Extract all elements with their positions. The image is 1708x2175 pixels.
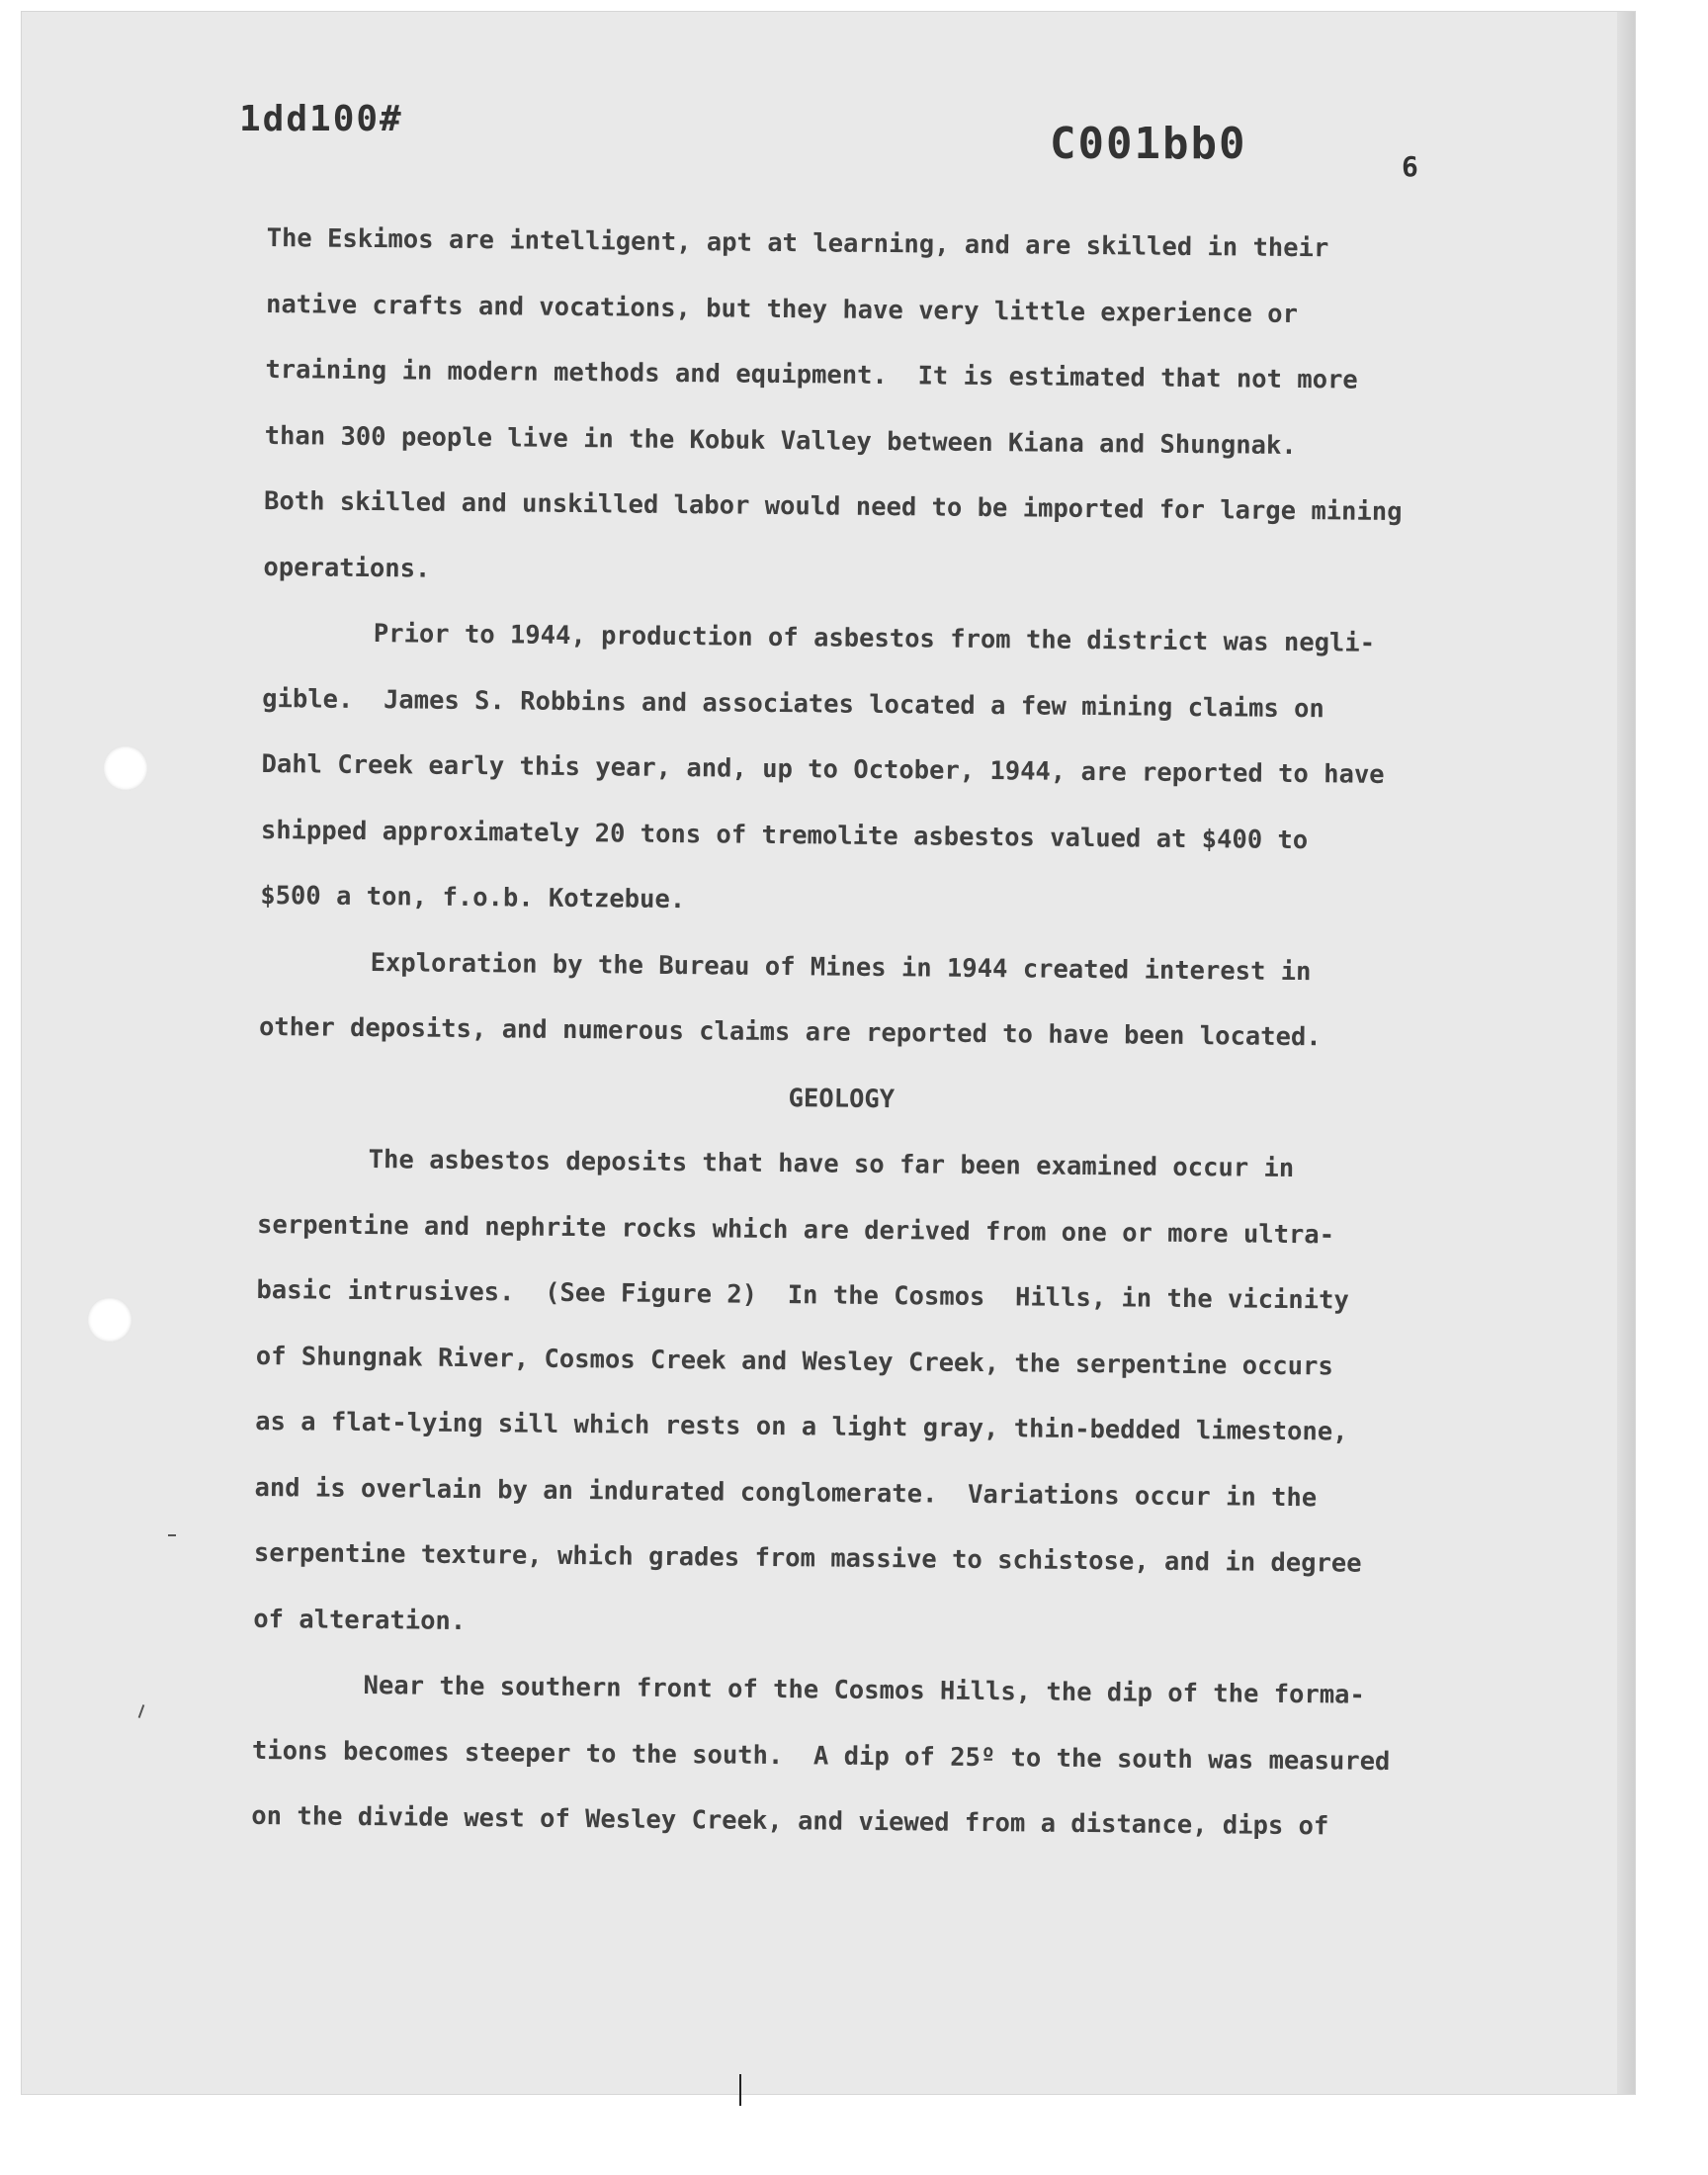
paragraph-exploration: [259, 928, 1535, 1072]
text-line: basic intrusives. (See Figure 2) In the Cosmos Hills, in the vicinity: [256, 1274, 1349, 1316]
text-line: of alteration.: [253, 1604, 467, 1636]
text-line: Prior to 1944, production of asbestos from the district was negli-: [373, 619, 1376, 658]
text-line: serpentine and nephrite rocks which are derived from one or more ultra-: [256, 1209, 1335, 1250]
text-line: training in modern methods and equipment. It is estimated that not more: [265, 354, 1358, 395]
paragraph-southern-front: [251, 1652, 1528, 1862]
text-line: $500 a ton, f.o.b. Kotzebue.: [260, 880, 686, 915]
text-line: The Eskimos are intelligent, apt at learning, and are skilled in their: [266, 222, 1329, 264]
text-line: operations.: [263, 552, 431, 584]
page-number: 6: [1402, 150, 1418, 183]
text-line: other deposits, and numerous claims are reported to have been located.: [258, 1011, 1322, 1053]
punch-hole-lower: [87, 1297, 132, 1343]
document-stamp-right: C001bb0: [1050, 119, 1247, 169]
text-line: Dahl Creek early this year, and, up to October, 1944, are reported to have: [261, 748, 1385, 790]
text-line: native crafts and vocations, but they have very little experience or: [265, 289, 1299, 329]
text-line: Both skilled and unskilled labor would need to be imported for large mining: [263, 485, 1403, 528]
body-text: [251, 206, 1542, 1862]
text-line: Near the southern front of the Cosmos Hills, the dip of the forma-: [363, 1671, 1365, 1710]
paragraph-production: [260, 600, 1538, 941]
punch-hole-upper: [103, 745, 148, 791]
margin-mark: [138, 1704, 145, 1718]
scan-mark: [739, 2074, 741, 2106]
text-line: as a flat-lying sill which rests on a light gray, thin-bedded limestone,: [255, 1406, 1348, 1447]
section-heading: GEOLOGY: [788, 1083, 896, 1114]
text-line: tions becomes steeper to the south. A dip of 25º to the south was measured: [251, 1735, 1391, 1777]
text-line: on the divide west of Wesley Creek, and viewed from a distance, dips of: [251, 1800, 1329, 1842]
text-line: Exploration by the Bureau of Mines in 1944 created interest in: [370, 947, 1312, 987]
text-line: gible. James S. Robbins and associates located a few mining claims on: [262, 683, 1324, 724]
margin-mark: [168, 1534, 176, 1536]
document-stamp-left: 1dd100#: [239, 99, 403, 139]
paragraph-eskimos: [263, 206, 1542, 612]
text-line: of Shungnak River, Cosmos Creek and Wesley Creek, the serpentine occurs: [255, 1341, 1333, 1381]
text-line: serpentine texture, which grades from massive to schistose, and in degree: [253, 1537, 1362, 1579]
page-edge: [1617, 12, 1635, 2094]
paragraph-deposits: [253, 1126, 1533, 1664]
text-line: The asbestos deposits that have so far been examined occur in: [368, 1145, 1295, 1184]
text-line: than 300 people live in the Kobuk Valley between Kiana and Shungnak.: [264, 420, 1297, 461]
text-line: shipped approximately 20 tons of tremolite asbestos valued at $400 to: [260, 815, 1309, 855]
text-line: and is overlain by an indurated conglomerate. Variations occur in the: [254, 1472, 1318, 1513]
